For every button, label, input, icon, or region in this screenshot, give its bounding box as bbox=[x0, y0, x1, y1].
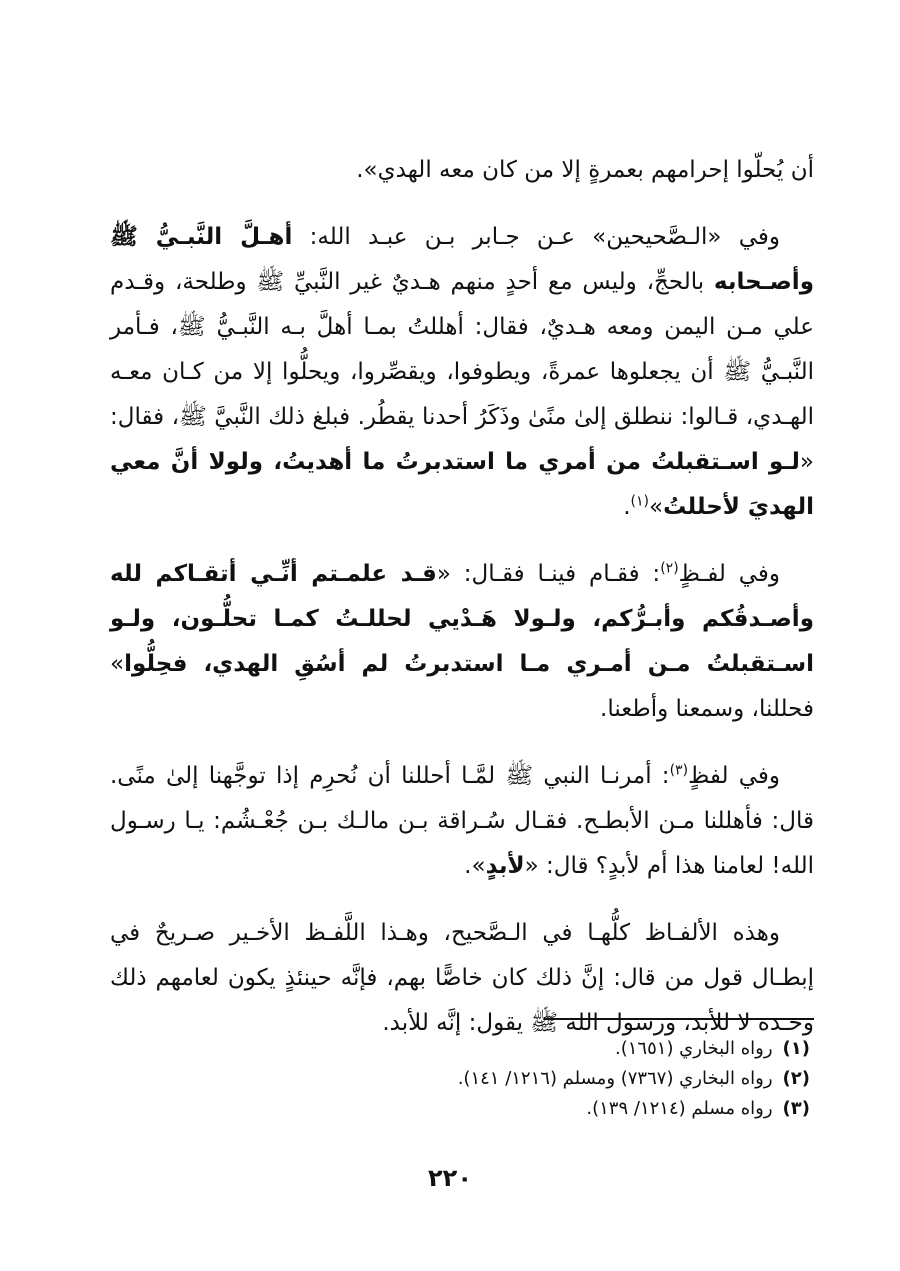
footnote-2-text: رواه البخاري (٧٣٦٧) ومسلم (١٢١٦/ ١٤١). bbox=[457, 1068, 773, 1089]
footnote-3-number: (٣) bbox=[782, 1098, 810, 1119]
paragraph-4-tail: ». bbox=[464, 853, 486, 879]
footnote-1 bbox=[110, 1034, 810, 1064]
paragraph-3-tail: » فحللنا، وسمعنا وأطعنا. bbox=[110, 651, 814, 722]
paragraph-4-bold-1: لأبدٍ bbox=[485, 853, 525, 879]
paragraph-3-lead: وفي لفـظٍ bbox=[678, 561, 781, 587]
footnotes bbox=[110, 1034, 810, 1124]
footnote-1-number: (١) bbox=[782, 1038, 810, 1059]
paragraph-2 bbox=[110, 215, 814, 530]
page-body bbox=[110, 148, 814, 1068]
footnote-3 bbox=[110, 1094, 810, 1124]
footnote-2-number: (٢) bbox=[782, 1068, 810, 1089]
footnote-divider bbox=[544, 1018, 814, 1020]
page-number: ٢٢٠ bbox=[428, 1164, 472, 1192]
footnote-3-text: رواه مسلم (١٢١٤/ ١٣٩). bbox=[586, 1098, 773, 1119]
paragraph-2-bold-2: لـو اسـتقبلتُ من أمري ما استدبرتُ ما أهديتُ، ولولا أنَّ معي الهديَ لأحللتُ bbox=[110, 449, 814, 520]
paragraph-3-mid: : فقـام فينـا فقـال: « bbox=[436, 561, 661, 587]
paragraph-2-close: » bbox=[649, 494, 664, 520]
paragraph-3 bbox=[110, 552, 814, 732]
paragraph-4-mid: : أمرنـا النبي ﷺ لمَّـا أحللنا أن نُحرِم إذا توجَّهنا إلىٰ منًى. قال: فأهللنا مـن الأبطـح. فقـال سُـراقة بـن مالـك بـن جُعْـشُم: يـا رسـول الله! لعامنا هذا أم لأبدٍ؟ قال: « bbox=[110, 763, 814, 879]
paragraph-4-lead: وفي لفظٍ bbox=[688, 763, 780, 789]
paragraph-2-mid: بالحجِّ، وليس مع أحدٍ منهم هـديٌ غير النَّبيِّ ﷺ وطلحة، وقـدم علي مـن اليمن ومعه هـديٌ، فقال: أهللتُ بمـا أهلَّ بـه النَّبـيُّ ﷺ، فـأمر النَّبـيُّ ﷺ أن يجعلوها عمرةً، ويطوفوا، ويقصِّروا، ويحلُّوا إلا من كـان معـه الهـدي، قـالوا: ننطلق إلىٰ منًىٰ وذَكَرُ أحدنا يقطُر. فبلغ ذلك النَّبيَّ ﷺ، فقال: « bbox=[110, 269, 814, 475]
paragraph-5-text: وهذه الألفـاظ كلُّهـا في الـصَّحيح، وهـذا اللَّفـظ الأخـير صـريحٌ في إبطـال قول من قال: إنَّ ذلك كان خاصًّا بهم، فإنَّه حينئذٍ يكون لعامهم ذلك وحـده لا للأبد، ورسول الله ﷺ يقول: إنَّه للأبد. bbox=[110, 920, 814, 1036]
footnote-ref-3[interactable]: (٣) bbox=[669, 762, 689, 779]
paragraph-1 bbox=[110, 148, 814, 193]
footnote-ref-2[interactable]: (٢) bbox=[660, 560, 679, 577]
footnote-1-text: رواه البخاري (١٦٥١). bbox=[615, 1038, 773, 1059]
paragraph-2-bold-1: أهـلَّ النَّبـيُّ ﷺ وأصـحابه bbox=[110, 224, 814, 295]
paragraph-3-bold-1: قـد علمـتم أنِّـي أتقـاكم لله وأصـدقُكم وأبـرُّكم، ولـولا هَـدْيي لحللـتُ كمـا تحلُّـون، ولـو اسـتقبلتُ مـن أمـري مـا استدبرتُ لم أسُقِ الهدي، فحِلُّوا bbox=[110, 561, 814, 677]
paragraph-1-text: أن يُحلّوا إحرامهم بعمرةٍ إلا من كان معه الهدي». bbox=[356, 157, 814, 183]
paragraph-2-lead: وفي «الـصَّحيحين» عـن جـابر بـن عبـد الله: bbox=[292, 224, 781, 250]
paragraph-2-tail: . bbox=[623, 494, 631, 520]
paragraph-5 bbox=[110, 911, 814, 1046]
footnote-ref-1[interactable]: (١) bbox=[630, 493, 650, 510]
paragraph-4 bbox=[110, 754, 814, 889]
footnote-2 bbox=[110, 1064, 810, 1094]
